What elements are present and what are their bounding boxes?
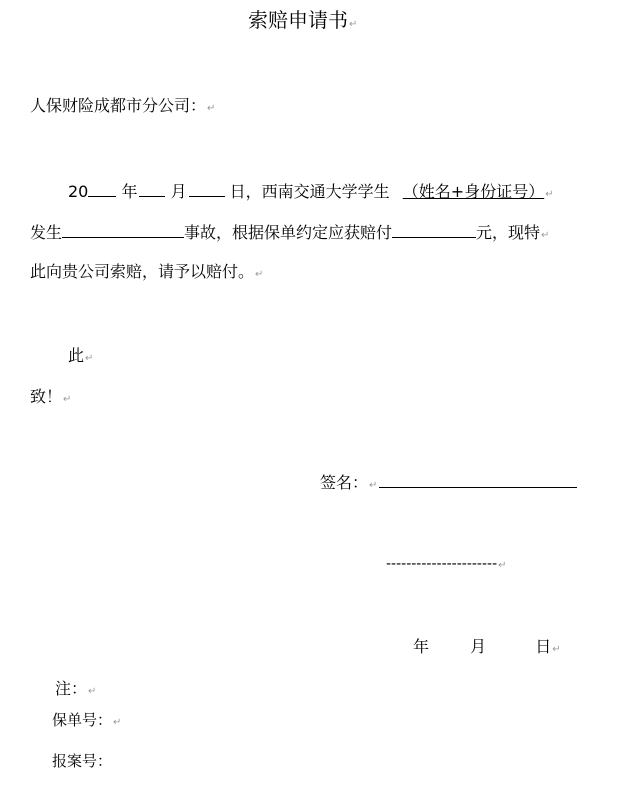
signature-blank <box>379 471 577 488</box>
case-number-line <box>52 751 112 771</box>
name-id-field: （姓名+身份证号） <box>402 182 545 201</box>
paragraph-mark-icon: ↵ <box>369 480 378 491</box>
accident-text: 事故，根据保单约定应获赔付 <box>184 223 393 242</box>
case-number-label: 报案号： <box>52 752 113 770</box>
addressee: 人保财险成都市分公司： <box>30 96 207 115</box>
closing-zhi: 致！ <box>30 387 63 406</box>
paragraph-mark-icon: ↵ <box>113 717 122 728</box>
addressee-line <box>30 96 215 119</box>
date-month: 月 <box>470 637 487 656</box>
month-label: 月 <box>170 182 187 201</box>
document-title <box>248 10 357 35</box>
paragraph-mark-icon: ↵ <box>349 19 358 30</box>
note-label: 注： <box>55 679 88 698</box>
paragraph-mark-icon: ↵ <box>85 353 94 364</box>
paragraph-mark-icon: ↵ <box>88 686 97 697</box>
policy-number-line <box>52 710 121 733</box>
amount-blank <box>392 221 476 238</box>
paragraph-mark-icon: ↵ <box>63 394 72 405</box>
occurred-text: 发生 <box>30 223 63 242</box>
date-year: 年 <box>413 637 430 656</box>
signature-line <box>320 471 577 496</box>
day-label: 日，西南交通大学学生 <box>229 182 390 201</box>
request-text: 此向贵公司索赔，请予以赔付。 <box>30 262 255 281</box>
body-line-2 <box>30 221 549 246</box>
note-line <box>55 679 96 702</box>
signature-dashes: ---------------------- <box>386 556 498 572</box>
closing-ci: 此 <box>68 346 85 365</box>
accident-blank <box>62 221 184 238</box>
yuan-text: 元，现特 <box>476 223 541 242</box>
month-blank <box>139 180 165 197</box>
body-line-1 <box>68 180 554 205</box>
body-line-3 <box>30 262 263 285</box>
year-label: 年 <box>121 182 138 201</box>
day-blank <box>189 180 225 197</box>
paragraph-mark-icon: ↵ <box>498 560 507 571</box>
date-day: 日 <box>535 637 552 656</box>
paragraph-mark-icon: ↵ <box>541 230 550 241</box>
signature-dashes-line <box>386 554 507 576</box>
paragraph-mark-icon: ↵ <box>207 103 216 114</box>
signature-label: 签名： <box>320 473 369 492</box>
year-prefix: 20 <box>68 182 89 201</box>
closing-ci-line <box>68 346 93 369</box>
paragraph-mark-icon: ↵ <box>255 269 264 280</box>
closing-zhi-line <box>30 387 71 410</box>
paragraph-mark-icon: ↵ <box>552 644 561 655</box>
title-text: 索赔申请书 <box>248 8 348 32</box>
date-line <box>413 637 561 660</box>
paragraph-mark-icon: ↵ <box>545 189 554 200</box>
policy-number-label: 保单号： <box>52 711 113 729</box>
year-blank <box>88 180 116 197</box>
